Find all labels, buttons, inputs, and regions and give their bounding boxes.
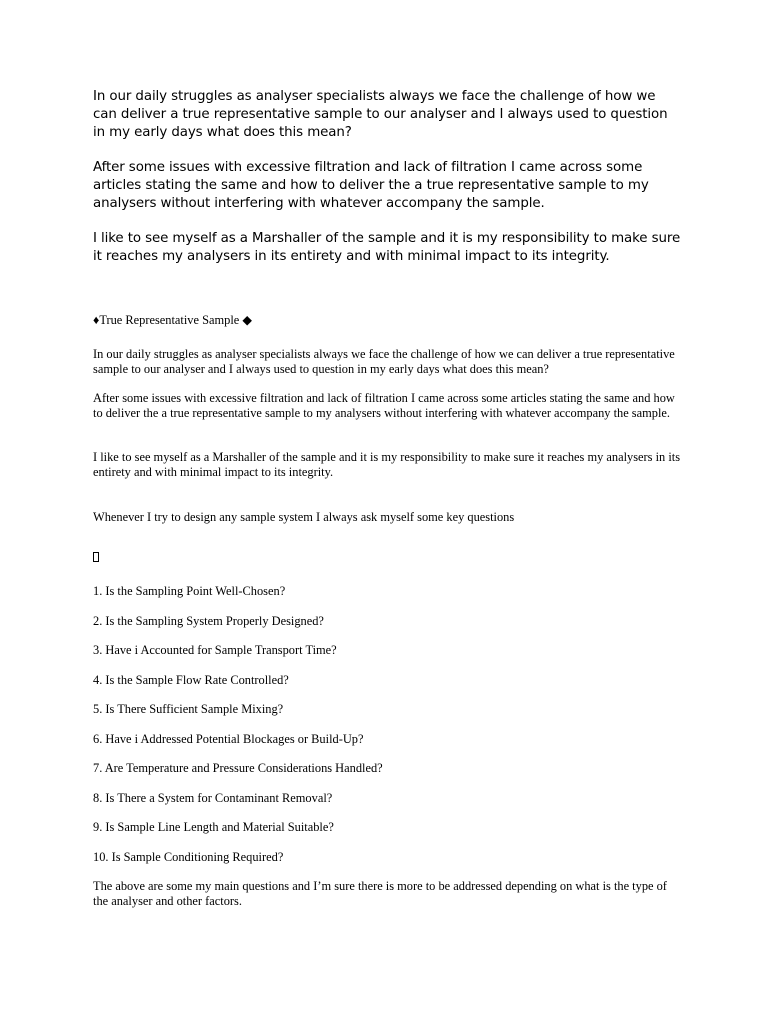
question-item: 7. Are Temperature and Pressure Considerations Handled? [93,761,383,775]
section-heading: ♦True Representative Sample ◆ [93,313,252,327]
question-item: 5. Is There Sufficient Sample Mixing? [93,702,284,716]
question-item: 1. Is the Sampling Point Well-Chosen? [93,584,286,598]
intro-paragraph-3: I like to see myself as a Marshaller of the sample and it is my responsibility to make sure it reaches my analysers in its entirety and with minimal impact to its integrity. [93,231,681,264]
intro-paragraph-2: After some issues with excessive filtration and lack of filtration I came across some articles stating the same and how to deliver the a true representative sample to my analysers without interfering with whatever accompany the sample. [93,160,649,211]
question-item: 6. Have i Addressed Potential Blockages or Build-Up? [93,732,364,746]
intro-paragraph-1: In our daily struggles as analyser specialists always we face the challenge of how we can deliver a true representative sample to our analyser and I always used to question in my early days what does this mean? [93,89,668,140]
question-item: 4. Is the Sample Flow Rate Controlled? [93,673,289,687]
question-item: 3. Have i Accounted for Sample Transport Time? [93,643,337,657]
question-item: 10. Is Sample Conditioning Required? [93,850,284,864]
closing-paragraph: The above are some my main questions and I’m sure there is more to be addressed depending on what is the type of the analyser and other factors. [93,879,667,908]
question-item: 8. Is There a System for Contaminant Removal? [93,791,333,805]
section-paragraph-3: I like to see myself as a Marshaller of the sample and it is my responsibility to make sure it reaches my analysers in its entirety and with minimal impact to its integrity. [93,450,681,479]
question-item: 2. Is the Sampling System Properly Designed? [93,614,324,628]
question-item: 9. Is Sample Line Length and Material Suitable? [93,820,334,834]
section-paragraph-1: In our daily struggles as analyser specialists always we face the challenge of how we can deliver a true representative sample to our analyser and I always used to question in my early days what does this mean? [93,347,675,376]
missing-glyph-icon [93,552,99,562]
section-paragraph-2: After some issues with excessive filtration and lack of filtration I came across some articles stating the same and how to deliver the a true representative sample to my analysers without interfering with whatever accompany the sample. [93,391,675,420]
section-lead: Whenever I try to design any sample system I always ask myself some key questions [93,510,515,524]
